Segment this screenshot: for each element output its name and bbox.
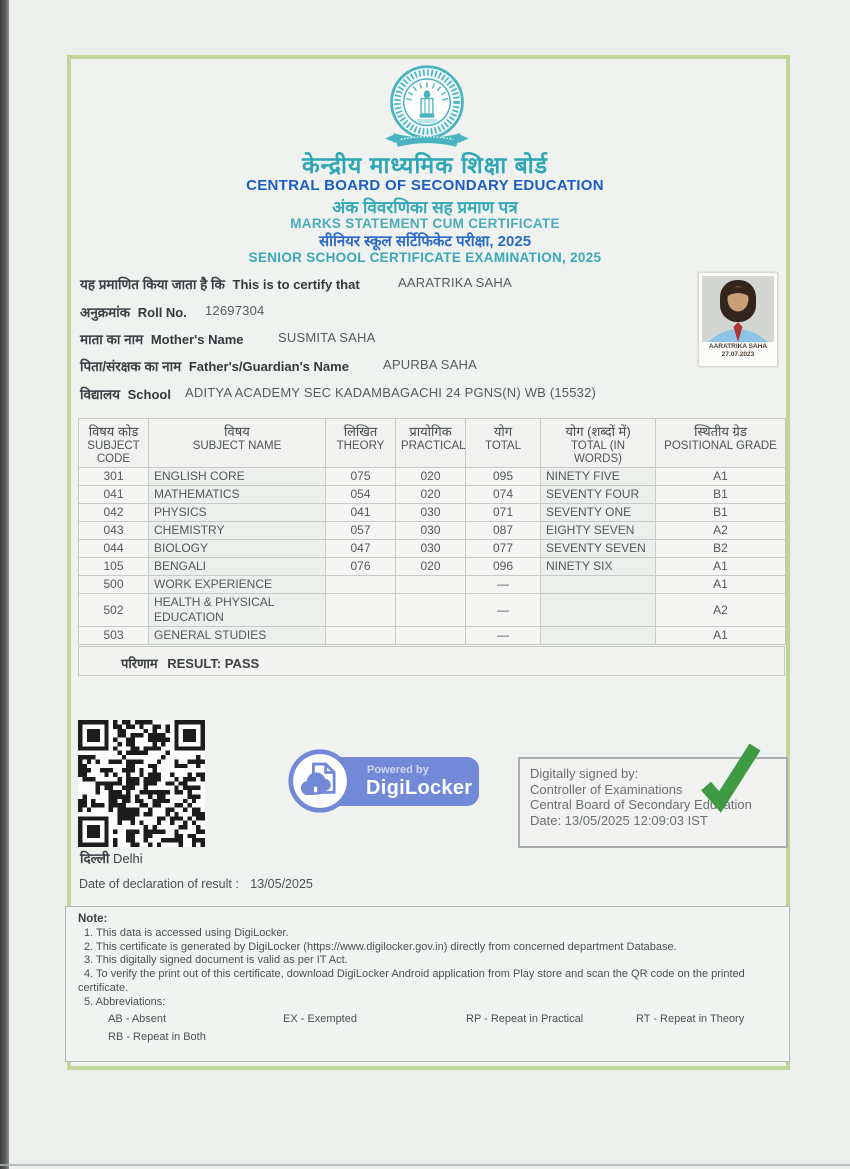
practical-marks: 030 <box>396 522 466 540</box>
subject-name: BIOLOGY <box>149 540 326 558</box>
subject-code: 301 <box>79 468 149 486</box>
note-item: 4. To verify the print out of this certificate, download DigiLocker Android application from Play store and scan the QR code on the printed certificate. <box>78 968 745 994</box>
positional-grade: A1 <box>656 468 786 486</box>
theory-marks: 075 <box>326 468 396 486</box>
theory-marks: 076 <box>326 558 396 576</box>
board-name-english: CENTRAL BOARD OF SECONDARY EDUCATION <box>246 177 604 194</box>
total-in-words: EIGHTY SEVEN <box>541 522 656 540</box>
practical-marks: 020 <box>396 486 466 504</box>
subject-code: 041 <box>79 486 149 504</box>
roll-line <box>80 303 700 321</box>
practical-marks <box>396 627 466 645</box>
subject-name: GENERAL STUDIES <box>149 627 326 645</box>
theory-marks: 057 <box>326 522 396 540</box>
total-in-words <box>541 594 656 627</box>
table-row <box>79 558 786 576</box>
student-photo <box>698 272 778 367</box>
board-name-hindi: केन्द्रीय माध्यमिक शिक्षा बोर्ड <box>302 152 548 178</box>
table-row <box>79 540 786 558</box>
practical-marks: 020 <box>396 468 466 486</box>
theory-marks <box>326 627 396 645</box>
subject-name: PHYSICS <box>149 504 326 522</box>
col-header-positional-grade: स्थितीय ग्रेड POSITIONAL GRADE <box>656 419 786 468</box>
note-section <box>65 906 790 1062</box>
total-marks: — <box>466 594 541 627</box>
positional-grade: A1 <box>656 627 786 645</box>
photo-caption-date: 27.07.2023 <box>721 351 755 358</box>
positional-grade: A1 <box>656 576 786 594</box>
student-portrait-image <box>702 276 774 342</box>
total-in-words <box>541 627 656 645</box>
subject-name: ENGLISH CORE <box>149 468 326 486</box>
school-line <box>80 385 700 403</box>
subject-code: 105 <box>79 558 149 576</box>
theory-marks: 047 <box>326 540 396 558</box>
roll-label-hindi: अनुक्रमांक <box>80 305 131 320</box>
subject-code: 503 <box>79 627 149 645</box>
school-label-hindi: विद्यालय <box>80 387 120 402</box>
school-name: ADITYA ACADEMY SEC KADAMBAGACHI 24 PGNS(N) WB (15532) <box>185 385 597 400</box>
mother-line <box>80 330 700 348</box>
table-row <box>79 468 786 486</box>
doc-title-hindi: अंक विवरणिका सह प्रमाण पत्र <box>332 198 518 217</box>
col-header-subject-code: विषय कोड SUBJECT CODE <box>79 419 149 468</box>
place-english: Delhi <box>113 851 143 866</box>
father-label-hindi: पिता/संरक्षक का नाम <box>80 359 182 374</box>
marks-table-header-row <box>79 419 786 468</box>
verified-checkmark-icon <box>699 740 763 816</box>
note-item: 2. This certificate is generated by DigiLocker (https://www.digilocker.gov.in) directly from concerned department Database. <box>84 940 677 953</box>
subject-code: 500 <box>79 576 149 594</box>
digilocker-powered-by-label: Powered by <box>367 764 429 776</box>
qr-code <box>78 720 205 847</box>
positional-grade: B2 <box>656 540 786 558</box>
subject-code: 044 <box>79 540 149 558</box>
total-marks: 077 <box>466 540 541 558</box>
total-marks: — <box>466 627 541 645</box>
practical-marks: 030 <box>396 504 466 522</box>
cbse-logo-icon <box>377 64 477 158</box>
practical-marks: 020 <box>396 558 466 576</box>
abbr-ex: EX - Exempted <box>283 1012 357 1025</box>
positional-grade: A1 <box>656 558 786 576</box>
mother-label-hindi: माता का नाम <box>80 332 144 347</box>
table-row <box>79 627 786 645</box>
table-row <box>79 594 786 627</box>
digilocker-badge <box>287 748 479 815</box>
subject-code: 043 <box>79 522 149 540</box>
abbr-ab: AB - Absent <box>108 1012 167 1025</box>
subject-code: 042 <box>79 504 149 522</box>
total-in-words: NINETY SIX <box>541 558 656 576</box>
result-row <box>78 646 785 676</box>
result-label-hindi: परिणाम <box>121 656 158 671</box>
total-in-words <box>541 576 656 594</box>
total-marks: 095 <box>466 468 541 486</box>
note-item: 5. Abbreviations: <box>84 995 166 1008</box>
practical-marks <box>396 594 466 627</box>
table-row <box>79 486 786 504</box>
photo-caption-name: AARATRIKA SAHA <box>708 343 768 350</box>
note-title: Note: <box>78 913 108 925</box>
note-item: 1. This data is accessed using DigiLocker. <box>84 926 289 939</box>
father-label-english: Father's/Guardian's Name <box>188 359 349 374</box>
total-in-words: NINETY FIVE <box>541 468 656 486</box>
signature-line-2: Controller of Examinations <box>530 781 683 797</box>
total-in-words: SEVENTY ONE <box>541 504 656 522</box>
scan-edge-artifact <box>0 0 9 1169</box>
practical-marks <box>396 576 466 594</box>
total-in-words: SEVENTY SEVEN <box>541 540 656 558</box>
declaration-label: Date of declaration of result : <box>79 877 239 891</box>
table-row <box>79 522 786 540</box>
total-marks: — <box>466 576 541 594</box>
certify-line <box>80 275 700 293</box>
father-line <box>80 357 700 375</box>
abbreviations-row-1 <box>78 1013 777 1028</box>
digilocker-icon <box>287 748 353 814</box>
table-row <box>79 504 786 522</box>
theory-marks <box>326 576 396 594</box>
subject-name: CHEMISTRY <box>149 522 326 540</box>
result-value: RESULT: PASS <box>167 656 260 671</box>
abbr-rp: RP - Repeat in Practical <box>466 1012 584 1025</box>
col-header-total: योग TOTAL <box>466 419 541 468</box>
total-marks: 074 <box>466 486 541 504</box>
father-name: APURBA SAHA <box>383 357 477 372</box>
col-header-subject-name: विषय SUBJECT NAME <box>149 419 326 468</box>
subject-code: 502 <box>79 594 149 627</box>
positional-grade: B1 <box>656 504 786 522</box>
positional-grade: A2 <box>656 594 786 627</box>
student-name: AARATRIKA SAHA <box>398 275 512 290</box>
subject-name: WORK EXPERIENCE <box>149 576 326 594</box>
marks-table <box>78 418 786 645</box>
place-line <box>80 849 143 867</box>
theory-marks: 054 <box>326 486 396 504</box>
signature-line-4: Date: 13/05/2025 12:09:03 IST <box>530 812 708 828</box>
place-hindi: दिल्ली <box>80 851 110 866</box>
theory-marks: 041 <box>326 504 396 522</box>
scan-bottom-line-artifact <box>0 1164 850 1166</box>
exam-title-english: SENIOR SCHOOL CERTIFICATE EXAMINATION, 2025 <box>248 250 602 265</box>
digilocker-name-label: DigiLocker <box>366 777 473 799</box>
subject-name: MATHEMATICS <box>149 486 326 504</box>
total-marks: 087 <box>466 522 541 540</box>
declaration-date: 13/05/2025 <box>250 877 313 891</box>
table-row <box>79 576 786 594</box>
total-marks: 071 <box>466 504 541 522</box>
subject-name: HEALTH & PHYSICAL EDUCATION <box>149 594 326 627</box>
signature-line-1: Digitally signed by: <box>530 766 639 781</box>
practical-marks: 030 <box>396 540 466 558</box>
mother-label-english: Mother's Name <box>150 332 244 347</box>
mother-name: SUSMITA SAHA <box>278 330 376 345</box>
col-header-total-words: योग (शब्दों में) TOTAL (IN WORDS) <box>541 419 656 468</box>
col-header-practical: प्रायोगिक PRACTICAL <box>396 419 466 468</box>
roll-number: 12697304 <box>205 303 265 318</box>
theory-marks <box>326 594 396 627</box>
total-in-words: SEVENTY FOUR <box>541 486 656 504</box>
exam-title-hindi: सीनियर स्कूल सर्टिफिकेट परीक्षा, 2025 <box>318 233 532 250</box>
subject-name: BENGALI <box>149 558 326 576</box>
total-marks: 096 <box>466 558 541 576</box>
note-item: 3. This digitally signed document is valid as per IT Act. <box>84 954 348 967</box>
declaration-line <box>79 877 313 891</box>
certify-label-english: This is to certify that <box>232 277 360 292</box>
signature-line-3: Central Board of Secondary Education <box>530 797 752 812</box>
certify-label-hindi: यह प्रमाणित किया जाता है कि <box>80 277 225 292</box>
doc-title-english: MARKS STATEMENT CUM CERTIFICATE <box>290 216 560 231</box>
positional-grade: B1 <box>656 486 786 504</box>
positional-grade: A2 <box>656 522 786 540</box>
abbreviations-row-2 <box>78 1031 777 1046</box>
roll-label-english: Roll No. <box>137 305 187 320</box>
abbr-rt: RT - Repeat in Theory <box>636 1012 745 1025</box>
abbr-rb: RB - Repeat in Both <box>108 1030 206 1043</box>
school-label-english: School <box>127 387 171 402</box>
col-header-theory: लिखित THEORY <box>326 419 396 468</box>
